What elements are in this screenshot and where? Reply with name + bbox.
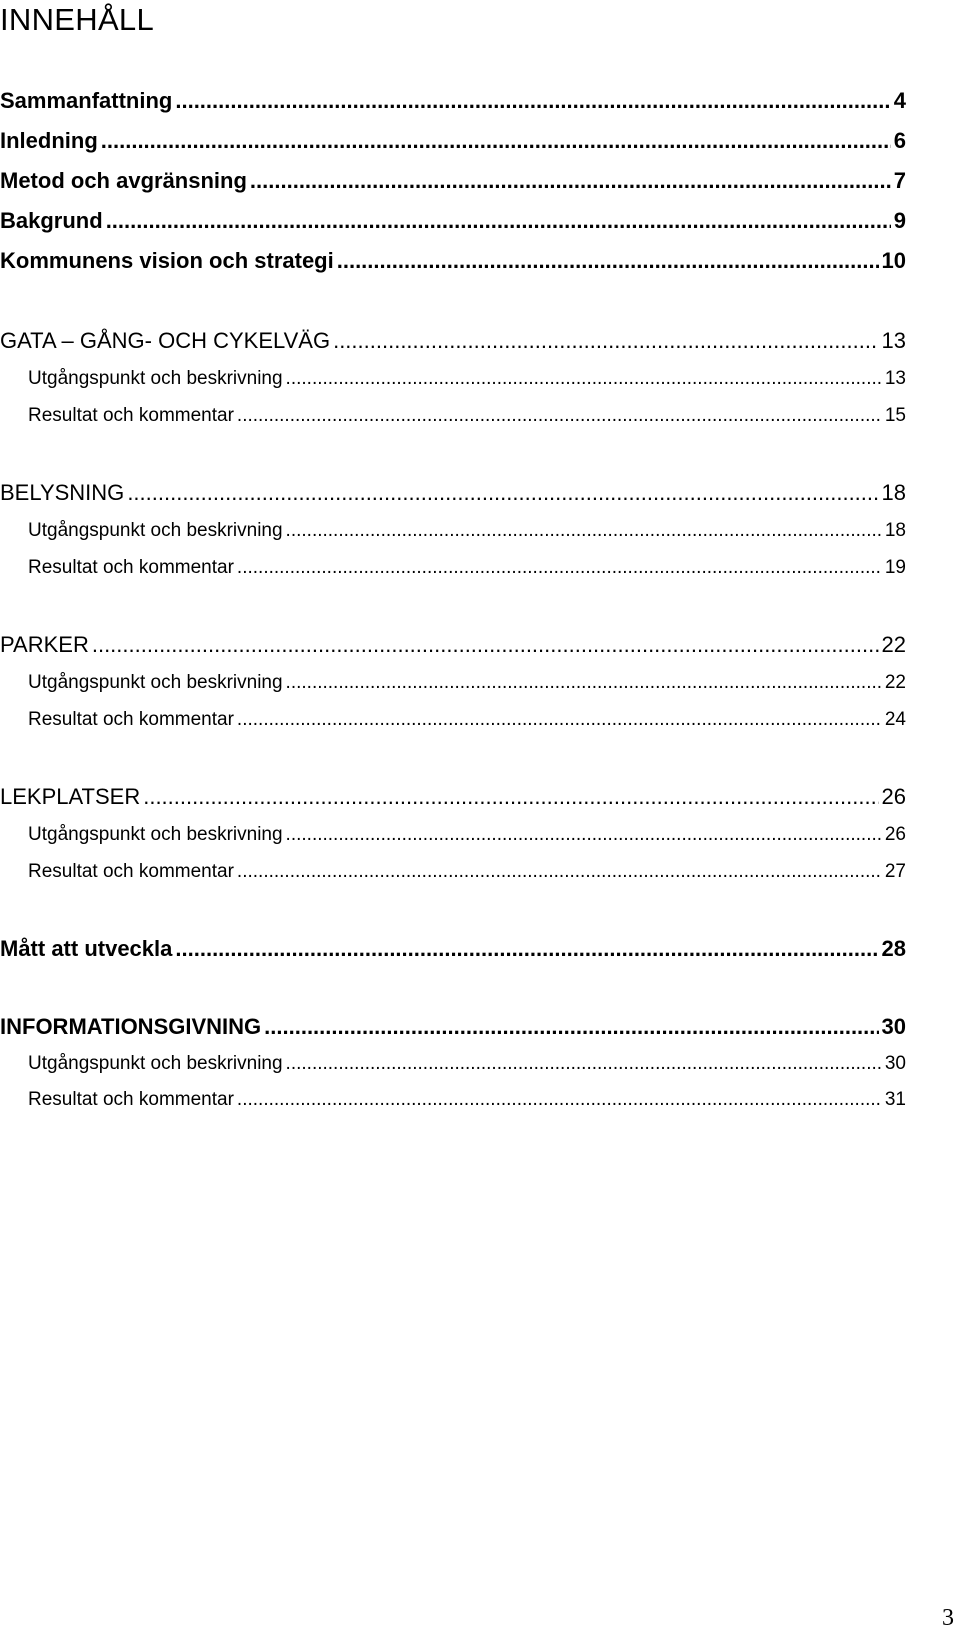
toc-subentry[interactable] <box>0 402 906 430</box>
toc-entry-label: Inledning <box>0 128 98 153</box>
page-title: INNEHÅLL <box>0 2 155 37</box>
toc-entry-label: Resultat och kommentar <box>28 1089 234 1110</box>
toc-entry-bakgrund[interactable] <box>0 206 906 236</box>
dot-leader <box>237 402 882 430</box>
toc-entry-parker[interactable] <box>0 630 906 660</box>
toc-entry-label: BELYSNING <box>0 480 125 505</box>
toc-entry-sammanfattning[interactable] <box>0 86 906 116</box>
toc-entry-label: Utgångspunkt och beskrivning <box>28 368 283 389</box>
dot-leader <box>237 706 882 734</box>
toc-entry-page: 19 <box>884 557 906 578</box>
toc-subentry[interactable] <box>0 1086 906 1114</box>
toc-entry-page: 26 <box>884 824 906 845</box>
toc-entry-gata[interactable] <box>0 326 906 356</box>
toc-entry-kommunens-vision[interactable] <box>0 246 906 276</box>
toc-entry-label: Utgångspunkt och beskrivning <box>28 520 283 541</box>
toc-entry-page: 30 <box>884 1053 906 1074</box>
toc-entry-label: Utgångspunkt och beskrivning <box>28 824 283 845</box>
toc-entry-label: Mått att utveckla <box>0 936 173 961</box>
toc-entry-page: 18 <box>884 520 906 541</box>
dot-leader <box>237 1086 882 1114</box>
toc-subentry[interactable] <box>0 858 906 886</box>
toc-entry-belysning[interactable] <box>0 478 906 508</box>
toc-entry-label: Resultat och kommentar <box>28 405 234 426</box>
dot-leader <box>92 630 879 660</box>
dot-leader <box>175 86 890 116</box>
toc-entry-label: Metod och avgränsning <box>0 168 247 193</box>
toc-entry-page: 30 <box>881 1014 906 1039</box>
toc-entry-label: Sammanfattning <box>0 88 173 113</box>
toc-subentry[interactable] <box>0 365 906 393</box>
toc-subentry[interactable] <box>0 554 906 582</box>
toc-entry-label: Resultat och kommentar <box>28 861 234 882</box>
dot-leader <box>286 821 882 849</box>
toc-entry-label: LEKPLATSER <box>0 784 141 809</box>
toc-entry-page: 22 <box>881 632 906 657</box>
toc-entry-inledning[interactable] <box>0 126 906 156</box>
toc-entry-page: 10 <box>881 248 906 273</box>
dot-leader <box>237 554 882 582</box>
toc-entry-label: Kommunens vision och strategi <box>0 248 334 273</box>
toc-entry-page: 31 <box>884 1089 906 1110</box>
toc-entry-page: 26 <box>881 784 906 809</box>
toc-entry-page: 18 <box>881 480 906 505</box>
toc-entry-page: 24 <box>884 709 906 730</box>
dot-leader <box>175 934 878 964</box>
dot-leader <box>237 858 882 886</box>
toc-entry-label: Resultat och kommentar <box>28 557 234 578</box>
toc-entry-page: 7 <box>893 168 906 193</box>
toc-entry-page: 13 <box>881 328 906 353</box>
toc-entry-metod[interactable] <box>0 166 906 196</box>
toc-entry-page: 27 <box>884 861 906 882</box>
toc-entry-label: Bakgrund <box>0 208 103 233</box>
toc-entry-label: GATA – GÅNG- OCH CYKELVÄG <box>0 328 331 353</box>
toc-entry-label: INFORMATIONSGIVNING <box>0 1014 262 1039</box>
dot-leader <box>264 1012 878 1042</box>
toc-subentry[interactable] <box>0 706 906 734</box>
toc-subentry[interactable] <box>0 821 906 849</box>
toc-entry-page: 4 <box>893 88 906 113</box>
dot-leader <box>106 206 891 236</box>
dot-leader <box>101 126 891 156</box>
toc-entry-page: 13 <box>884 368 906 389</box>
dot-leader <box>286 1050 882 1078</box>
toc-subentry[interactable] <box>0 1050 906 1078</box>
page-number: 3 <box>942 1605 954 1631</box>
toc-entry-page: 22 <box>884 672 906 693</box>
dot-leader <box>286 365 882 393</box>
toc-entry-label: PARKER <box>0 632 89 657</box>
toc-entry-page: 28 <box>881 936 906 961</box>
dot-leader <box>250 166 891 196</box>
dot-leader <box>286 517 882 545</box>
toc-entry-page: 15 <box>884 405 906 426</box>
toc-entry-lekplatser[interactable] <box>0 782 906 812</box>
toc-entry-informationsgivning[interactable] <box>0 1012 906 1042</box>
toc-entry-page: 9 <box>893 208 906 233</box>
dot-leader <box>286 669 882 697</box>
dot-leader <box>333 326 878 356</box>
toc-entry-page: 6 <box>893 128 906 153</box>
dot-leader <box>143 782 878 812</box>
dot-leader <box>127 478 878 508</box>
dot-leader <box>337 246 879 276</box>
toc-entry-label: Utgångspunkt och beskrivning <box>28 1053 283 1074</box>
toc-entry-matt[interactable] <box>0 934 906 964</box>
toc-subentry[interactable] <box>0 517 906 545</box>
toc-subentry[interactable] <box>0 669 906 697</box>
toc-entry-label: Utgångspunkt och beskrivning <box>28 672 283 693</box>
toc-entry-label: Resultat och kommentar <box>28 709 234 730</box>
